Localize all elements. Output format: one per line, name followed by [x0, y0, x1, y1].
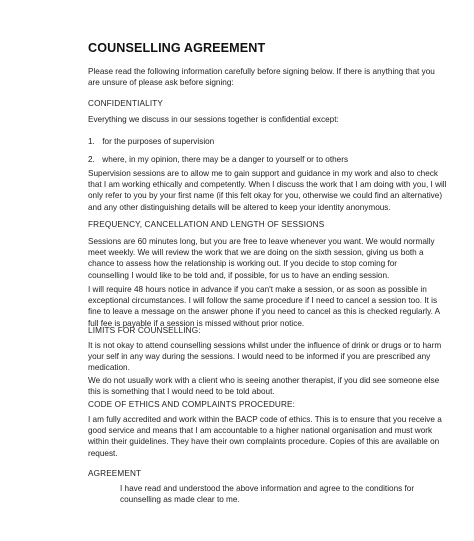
frequency-paragraph-1	[88, 236, 435, 281]
frequency-line: exceptional circumstances. I will follow the same procedure if I need to cancel a session too. It is	[88, 296, 438, 306]
frequency-line: full fee is payable if a session is missed without prior notice.	[88, 318, 305, 328]
supervision-line: Supervision sessions are to allow me to gain support and guidance in my work and also to check	[88, 169, 438, 178]
list-text: for the purposes of supervision	[102, 137, 215, 146]
limits-line: We do not usually work with a client who is seeing another therapist, if you did see someone else	[88, 376, 440, 385]
agreement-line: I have read and understood the above information and agree to the conditions for	[120, 484, 415, 493]
confidentiality-lead	[88, 114, 428, 125]
confidentiality-item-2	[88, 154, 348, 165]
agreement-paragraph	[120, 483, 420, 505]
limits-line: your self in any way during the sessions. I would need to be informed if you are prescribed any	[88, 352, 431, 362]
limits-line: It is not okay to attend counselling sessions whilst under the influence of drink or drugs or to harm	[88, 341, 442, 350]
frequency-line: Sessions are 60 minutes long, but you are free to leave whenever you want. We would normally	[88, 237, 435, 246]
intro-line: Please read the following information carefully before signing below. If there is anything that you	[88, 67, 435, 76]
supervision-paragraph	[88, 168, 447, 213]
limits-paragraph-2	[88, 375, 440, 397]
frequency-line: chance to assess how the relationship is working out. If you decide to stop coming for	[88, 259, 398, 269]
agreement-heading: AGREEMENT	[88, 469, 142, 478]
confidentiality-lead-text: Everything we discuss in our sessions together is confidential except:	[88, 115, 339, 124]
confidentiality-item-1	[88, 136, 214, 147]
ethics-line: good service and means that I am accountable to a higher national organisation and must work	[88, 426, 433, 436]
ethics-line: within their guidelines. They have their own complaints procedure. Copies of this are available on	[88, 437, 440, 447]
intro-line: are unsure of please ask before signing:	[88, 78, 234, 88]
limits-line: medication.	[88, 363, 130, 373]
supervision-line: and any other distinguishing details will be altered to keep your identity anonymous.	[88, 202, 391, 212]
ethics-line: request.	[88, 448, 118, 458]
confidentiality-heading: CONFIDENTIALITY	[88, 99, 164, 108]
supervision-line: only refer to you by your first name (if this felt okay for you, otherwise we could find an alternative)	[88, 191, 443, 201]
ethics-paragraph	[88, 414, 442, 459]
supervision-line: that I am working ethically and competently. When I discuss the work that I am doing with you, I will	[88, 180, 447, 190]
ethics-heading: CODE OF ETHICS AND COMPLAINTS PROCEDURE:	[88, 400, 296, 409]
limits-line: this is something that I would need to be told about.	[88, 387, 275, 397]
frequency-heading: FREQUENCY, CANCELLATION AND LENGTH OF SESSIONS	[88, 220, 325, 229]
list-number: 2.	[88, 155, 95, 164]
document-title: COUNSELLING AGREEMENT	[88, 41, 266, 55]
list-text: where, in my opinion, there may be a danger to yourself or to others	[102, 155, 349, 164]
intro-paragraph	[88, 66, 435, 88]
ethics-line: I am fully accredited and work within the BACP code of ethics. This is to ensure that you receive a	[88, 415, 442, 424]
frequency-line: counselling I would like to be told and, if possible, for us to have an ending session.	[88, 270, 390, 280]
frequency-line: I will require 48 hours notice in advance if you can't make a session, or as soon as possible in	[88, 285, 427, 294]
limits-paragraph-1	[88, 340, 442, 374]
list-number: 1.	[88, 137, 95, 146]
limits-heading: LIMITS FOR COUNSELLING:	[88, 326, 201, 335]
frequency-paragraph-2	[88, 284, 441, 329]
frequency-line: fine to leave a message on the answer phone if you need to cancel as this is checked regularly. A	[88, 307, 441, 317]
agreement-line: counselling as made clear to me.	[120, 495, 240, 505]
frequency-line: meet weekly. We will review the work that we are doing on the sixth session, giving us both a	[88, 248, 424, 258]
